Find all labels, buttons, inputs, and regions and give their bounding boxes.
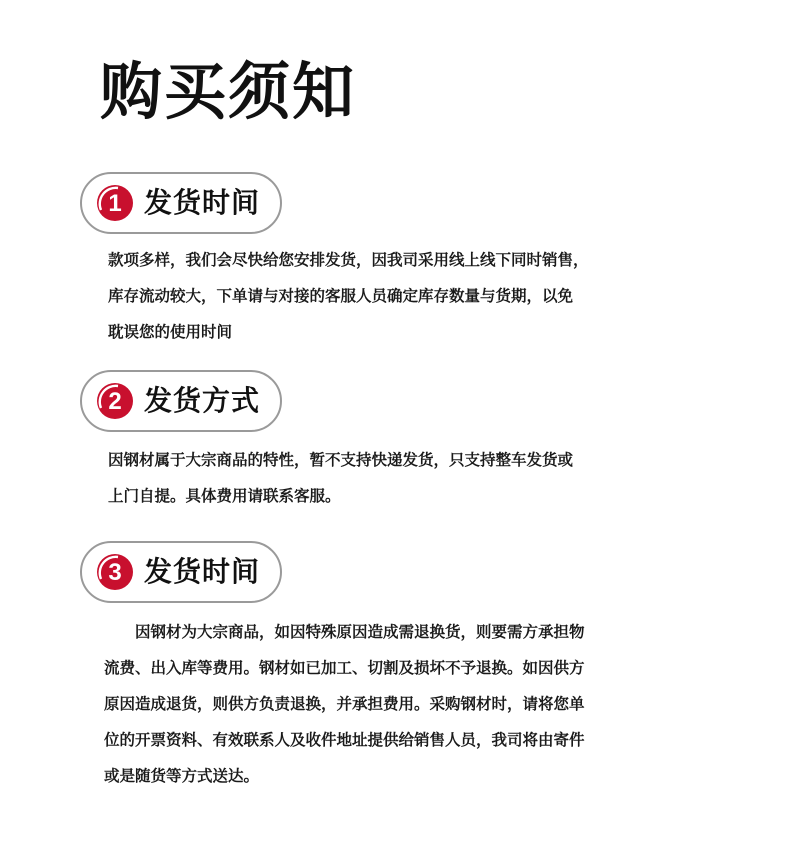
section-3-line: 流费、出入库等费用。钢材如已加工、切割及损坏不予退换。如因供方 [104,659,585,677]
number-badge-3-text: 3 [108,559,122,586]
section-1-line: 库存流动较大，下单请与对接的客服人员确定库存数量与货期，以免 [108,287,574,305]
section-1-header [80,172,282,234]
section-2-line: 因钢材属于大宗商品的特性，暂不支持快递发货，只支持整车发货或 [108,451,574,469]
number-badge-2 [96,382,134,420]
number-badge-3 [96,553,134,591]
section-3-paragraph [104,614,585,794]
section-3-line: 因钢材为大宗商品，如因特殊原因造成需退换货，则要需方承担物 [104,623,585,641]
section-1-paragraph [108,242,589,350]
section-3-line: 原因造成退货，则供方负责退换，并承担费用。采购钢材时，请将您单 [104,695,585,713]
section-2-heading: 发货方式 [144,384,261,417]
section-3-line: 位的开票资料、有效联系人及收件地址提供给销售人员，我司将由寄件 [104,731,585,749]
section-1-line: 耽误您的使用时间 [108,323,233,341]
section-1-line: 款项多样，我们会尽快给您安排发货，因我司采用线上线下同时销售， [108,251,589,269]
section-3-line: 或是随货等方式送达。 [104,767,260,785]
section-3-heading: 发货时间 [144,555,261,588]
page-title: 购买须知 [100,55,357,128]
section-2-line: 上门自提。具体费用请联系客服。 [108,487,341,505]
section-2-paragraph [108,442,573,514]
section-3-header [80,541,282,603]
number-badge-1 [96,184,134,222]
number-badge-2-text: 2 [108,388,122,415]
section-2-header [80,370,282,432]
section-1-heading: 发货时间 [144,186,261,219]
number-badge-1-text: 1 [108,190,122,217]
